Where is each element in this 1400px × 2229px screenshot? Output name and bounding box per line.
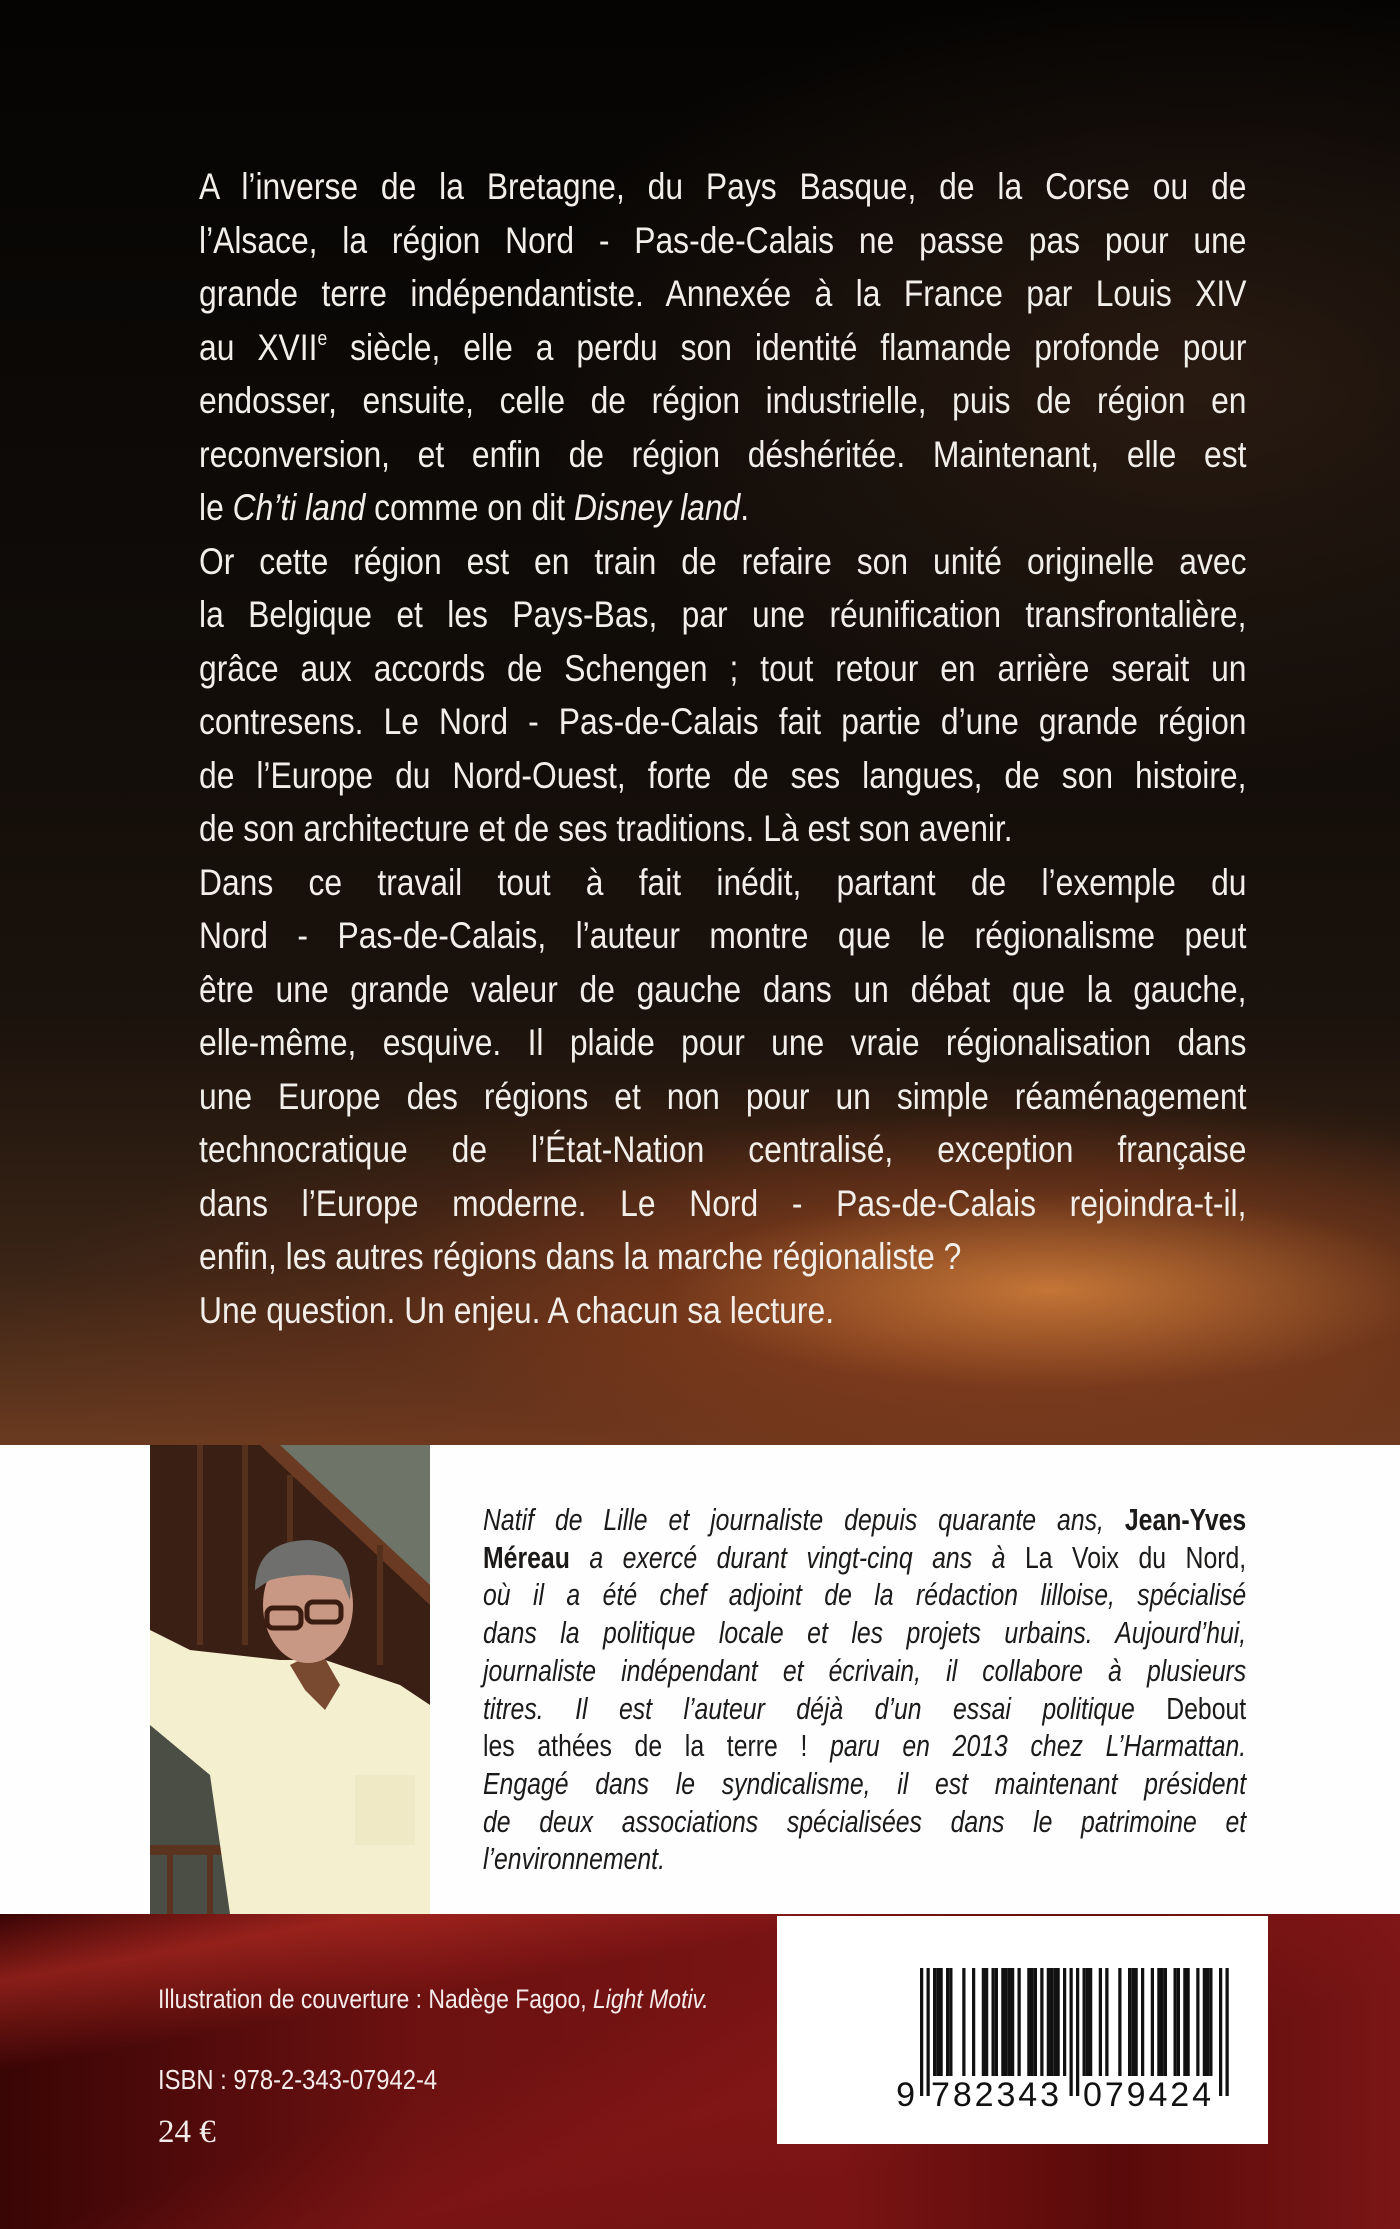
barcode-bar	[1099, 1968, 1102, 2076]
text-segment: technocratique de l’État-Nation centralisé, exception française	[199, 1129, 1247, 1170]
text-line	[199, 1230, 1246, 1284]
barcode-bar	[1076, 1968, 1079, 2096]
text-line	[483, 1614, 1246, 1652]
text-segment: de son architecture et de ses traditions. Là est son avenir.	[199, 808, 1013, 849]
barcode-bar	[1174, 1968, 1177, 2076]
barcode-bar	[1157, 1968, 1160, 2076]
text-line	[199, 267, 1246, 321]
text-line	[199, 428, 1246, 482]
text-line	[483, 1840, 1246, 1878]
barcode-digits-left: 782343	[931, 2076, 1059, 2114]
barcode-bar	[985, 1968, 988, 2076]
author-photo	[150, 1445, 430, 1914]
text-segment: endosser, ensuite, celle de région industrielle, puis de région en	[199, 380, 1247, 421]
barcode-bar	[1008, 1968, 1011, 2076]
text-line	[199, 481, 1246, 535]
text-line	[483, 1652, 1246, 1690]
barcode-bar	[1050, 1968, 1053, 2076]
text-line	[199, 1123, 1246, 1177]
text-segment: Une question. Un enjeu. A chacun sa lecture.	[199, 1289, 835, 1331]
barcode-bar	[1057, 1968, 1060, 2076]
superscript-text: e	[317, 327, 328, 350]
text-line	[199, 642, 1246, 696]
text-line	[199, 802, 1246, 856]
text-segment: elle-même, esquive. Il plaide pour une vraie régionalisation dans	[199, 1022, 1247, 1063]
barcode-bar	[1011, 1968, 1014, 2076]
barcode-bar	[1105, 1968, 1108, 2076]
text-line	[199, 374, 1246, 428]
barcode-bar	[1196, 1968, 1199, 2076]
barcode-bar	[1131, 1968, 1134, 2076]
barcode-bar	[1135, 1968, 1138, 2076]
text-line	[199, 909, 1246, 963]
barcode-bar	[1219, 1968, 1222, 2096]
barcode-bar	[1226, 1968, 1229, 2096]
barcode-bar	[1047, 1968, 1050, 2076]
text-segment: contresens. Le Nord - Pas-de-Calais fait partie d’une grande région	[199, 701, 1247, 742]
barcode-bar	[1164, 1968, 1167, 2076]
back-cover-blurb	[199, 160, 1246, 1337]
text-line	[199, 749, 1246, 803]
barcode-bar	[1070, 1968, 1073, 2096]
text-segment: les athées de la terre !	[483, 1728, 808, 1764]
text-segment: être une grande valeur de gauche dans un débat que la gauche,	[199, 968, 1247, 1010]
text-line	[199, 1070, 1246, 1124]
barcode-bar	[1183, 1968, 1186, 2076]
barcode-digit-first: 9	[896, 2076, 915, 2114]
text-segment: comme on dit	[365, 487, 574, 528]
text-line	[483, 1727, 1246, 1765]
italic-text: Engagé dans le syndicalisme, il est maintenant président	[483, 1765, 1247, 1801]
barcode-bar	[1203, 1968, 1206, 2076]
italic-text: a exercé durant vingt-cinq ans à	[569, 1539, 1025, 1575]
text-line	[199, 1177, 1246, 1231]
barcode-bar	[1005, 1968, 1008, 2076]
barcode-bar	[1141, 1968, 1144, 2076]
barcode-bar	[1086, 1968, 1089, 2076]
text-line	[199, 160, 1246, 214]
text-segment: reconversion, et enfin de région déshéritée. Maintenant, elle est	[199, 433, 1247, 475]
italic-text: Ch’ti land	[232, 487, 366, 528]
bold-text: Méreau	[483, 1539, 570, 1575]
barcode-bar	[1040, 1968, 1043, 2076]
text-line	[483, 1803, 1246, 1841]
price: 24 €	[158, 2114, 216, 2150]
barcode-bar	[936, 1968, 939, 2076]
text-segment: La Voix du Nord,	[1024, 1539, 1247, 1575]
barcode-bar	[1089, 1968, 1092, 2076]
barcode-bar	[940, 1968, 943, 2076]
credit-work-title: Light Motiv.	[593, 1984, 709, 2014]
text-line	[199, 963, 1246, 1017]
barcode-bar	[1018, 1968, 1021, 2076]
barcode-bar	[992, 1968, 995, 2076]
barcode-bar	[920, 1968, 923, 2096]
italic-text: Disney land	[573, 487, 741, 528]
italic-text: paru en 2013 chez L’Harmattan.	[807, 1728, 1247, 1764]
text-line	[199, 1284, 1246, 1338]
text-segment: dans l’Europe moderne. Le Nord - Pas-de-Calais rejoindra-t-il,	[199, 1182, 1247, 1224]
text-segment: l’Alsace, la région Nord - Pas-de-Calais ne passe pas pour une	[199, 219, 1247, 261]
barcode-bar	[1206, 1968, 1209, 2076]
barcode-bar	[927, 1968, 930, 2096]
text-segment: au XVII	[199, 326, 318, 368]
author-bio-section	[0, 1445, 1400, 1914]
text-segment: le	[199, 487, 233, 528]
text-segment: grâce aux accords de Schengen ; tout retour en arrière serait un	[199, 647, 1247, 689]
text-segment: une Europe des régions et non pour un simple réaménagement	[199, 1075, 1247, 1117]
barcode-bar	[962, 1968, 965, 2076]
author-bio-text	[483, 1501, 1246, 1878]
text-segment: Debout	[1166, 1690, 1247, 1726]
text-line	[483, 1539, 1246, 1577]
text-line	[199, 535, 1246, 589]
text-segment: Nord - Pas-de-Calais, l’auteur montre que le régionalisme peut	[199, 915, 1247, 956]
italic-text: de deux associations spécialisées dans le patrimoine et	[483, 1803, 1247, 1839]
barcode-bar	[982, 1968, 985, 2076]
barcode-bar	[949, 1968, 952, 2076]
barcode-bar	[1209, 1968, 1212, 2076]
barcode-bar	[1063, 1968, 1066, 2076]
italic-text: titres. Il est l’auteur déjà d’un essai politique	[483, 1690, 1167, 1726]
credit-label: Illustration de couverture : Nadège Fagoo,	[158, 1984, 594, 2014]
barcode-bar	[1118, 1968, 1121, 2076]
text-segment: .	[740, 487, 750, 528]
italic-text: l’environnement.	[483, 1841, 665, 1877]
text-line	[199, 321, 1246, 375]
barcode-bar	[1187, 1968, 1190, 2076]
barcode-box	[777, 1916, 1268, 2144]
text-segment: Or cette région est en train de refaire son unité originelle avec	[199, 540, 1247, 582]
barcode-bar	[1128, 1968, 1131, 2076]
text-line	[199, 856, 1246, 910]
barcode-bar	[933, 1968, 936, 2076]
barcode-bar	[1177, 1968, 1180, 2076]
text-segment: grande terre indépendantiste. Annexée à la France par Louis XIV	[199, 273, 1247, 314]
barcode-bar	[1053, 1968, 1056, 2076]
text-segment: la Belgique et les Pays-Bas, par une réunification transfrontalière,	[199, 594, 1247, 635]
barcode-bar	[1001, 1968, 1004, 2076]
text-segment: Dans ce travail tout à fait inédit, partant de l’exemple du	[199, 861, 1247, 903]
barcode-bar	[1151, 1968, 1154, 2076]
author-portrait-image	[150, 1445, 430, 1914]
text-segment: A l’inverse de la Bretagne, du Pays Basque, de la Corse ou de	[199, 166, 1247, 207]
isbn-barcode	[777, 1916, 1268, 2144]
bold-text: Jean-Yves	[1124, 1502, 1247, 1537]
barcode-bar	[1034, 1968, 1037, 2076]
text-line	[199, 1016, 1246, 1070]
text-segment: de l’Europe du Nord-Ouest, forte de ses langues, de son histoire,	[199, 754, 1247, 796]
cover-illustration-credit	[158, 1984, 709, 2015]
italic-text: où il a été chef adjoint de la rédaction lilloise, spécialisé	[483, 1577, 1247, 1613]
barcode-bar	[1161, 1968, 1164, 2076]
text-line	[199, 214, 1246, 268]
text-line	[199, 588, 1246, 642]
barcode-bar	[972, 1968, 975, 2076]
text-line	[483, 1765, 1246, 1803]
barcode-bar	[946, 1968, 949, 2076]
italic-text: dans la politique locale et les projets urbains. Aujourd’hui,	[483, 1615, 1247, 1651]
barcode-bar	[1083, 1968, 1086, 2076]
italic-text: journaliste indépendant et écrivain, il collabore à plusieurs	[483, 1652, 1247, 1688]
italic-text: Natif de Lille et journaliste depuis quarante ans,	[483, 1502, 1125, 1537]
barcode-bar	[1031, 1968, 1034, 2076]
cover-bottom-section	[0, 1914, 1400, 2229]
text-line	[483, 1690, 1246, 1728]
text-segment: siècle, elle a perdu son identité flamande profonde pour	[327, 326, 1247, 368]
barcode-digits-right: 079424	[1083, 2076, 1211, 2114]
isbn: ISBN : 978-2-343-07942-4	[158, 2064, 438, 2095]
text-segment: enfin, les autres régions dans la marche régionaliste ?	[199, 1236, 962, 1277]
text-line	[483, 1501, 1246, 1539]
text-line	[483, 1576, 1246, 1614]
text-line	[199, 695, 1246, 749]
barcode-bar	[1027, 1968, 1030, 2076]
barcode-bar	[995, 1968, 998, 2076]
